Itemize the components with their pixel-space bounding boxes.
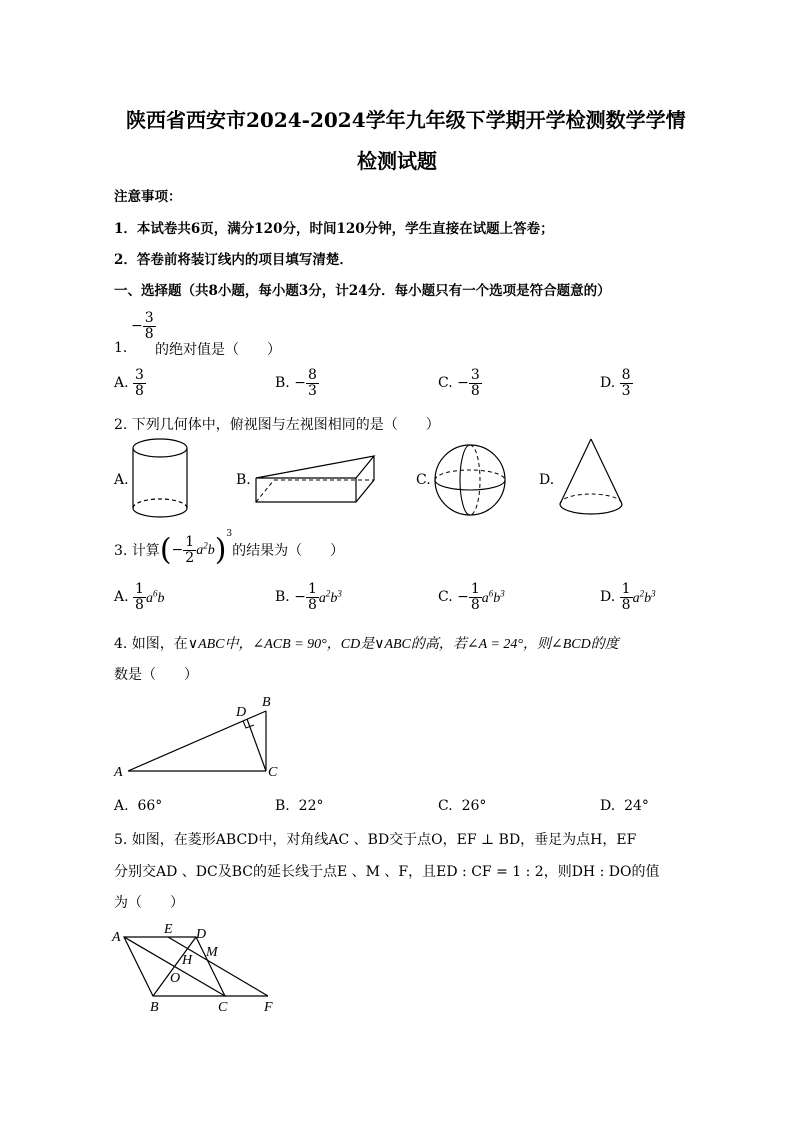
- q5-label-c: C: [218, 1000, 228, 1015]
- page-title: 陕西省西安市2024-2024学年九年级下学期开学检测数学学情: [126, 108, 686, 132]
- q5-label-a: A: [112, 930, 121, 945]
- q4-label-d: D: [236, 705, 247, 720]
- q3-option-a: A. $\frac{1}{8}$ $a^6b$: [114, 581, 165, 613]
- q3-option-c: C. − $\frac{1}{8}$ $a^6b^3$: [438, 581, 505, 613]
- q5-label-f: F: [264, 1000, 273, 1015]
- notice-item-1: 1．本试卷共6页，满分120分，时间120分钟，学生直接在试题上答卷；: [114, 221, 554, 237]
- q1-option-b: B. − $\frac{8}{3}$: [275, 367, 317, 399]
- q4-label-b: B: [262, 695, 271, 710]
- q3-expression: 3. 计算(− $\frac{1}{2}$ $a^2b)^3$的结果为（ ）: [114, 529, 345, 568]
- q1-text: 的绝对值是（ ）: [155, 342, 281, 358]
- page-title-line2: 检测试题: [357, 149, 437, 173]
- q4-label-c: C: [268, 765, 278, 780]
- q5-label-b: B: [150, 1000, 159, 1015]
- q2-label-a: A.: [114, 472, 129, 488]
- q2-text: 2. 下列几何体中，俯视图与左视图相同的是（ ）: [114, 417, 440, 433]
- q5-text-line3: 为（ ）: [114, 895, 184, 911]
- q5-label-o: O: [170, 971, 181, 986]
- q4-option-d: D. 24°: [600, 798, 649, 814]
- notice-item-2: 2．答卷前将装订线内的项目填写清楚．: [114, 252, 353, 268]
- q4-triangle-figure: [110, 692, 290, 782]
- q1-number: 1.: [114, 340, 128, 356]
- q2-label-b: B.: [236, 472, 251, 488]
- q1-option-d: D. $\frac{8}{3}$: [600, 367, 631, 399]
- q3-option-d: D. $\frac{1}{8}$ $a^2b^3$: [600, 581, 656, 613]
- q1-option-c: C. − $\frac{3}{8}$: [438, 367, 480, 399]
- q5-label-e: E: [164, 922, 173, 937]
- q2-label-c: C.: [416, 472, 431, 488]
- q5-text-line2: 分别交AD 、DC及BC的延长线于点E 、M 、F，且ED : CF = 1 : 2，则DH : DO的值: [114, 864, 660, 880]
- q4-label-a: A: [114, 765, 123, 780]
- q2-cone-figure: [556, 436, 626, 520]
- q4-text-line1: 4. 如图，在∨ABC中，∠ACB = 90°，CD是∨ABC的高，若∠A = 24°，则∠BCD的度: [114, 636, 619, 652]
- q5-label-d: D: [196, 927, 207, 942]
- q4-option-a: A. 66°: [114, 798, 163, 814]
- q4-option-c: C. 26°: [438, 798, 487, 814]
- q4-option-b: B. 22°: [275, 798, 324, 814]
- q1-expression: − $\frac{3}{8}$: [131, 310, 154, 342]
- q1-option-a: A. $\frac{3}{8}$: [114, 367, 144, 399]
- section-heading-choice: 一、选择题（共8小题，每小题3分，计24分．每小题只有一个选项是符合题意的）: [114, 283, 611, 299]
- notice-heading: 注意事项：: [114, 189, 182, 205]
- q2-sphere-figure: [432, 442, 508, 518]
- q2-prism-figure: [252, 452, 380, 506]
- q5-label-h: H: [182, 953, 193, 968]
- q5-label-m: M: [206, 945, 218, 960]
- q2-cylinder-figure: [128, 434, 192, 524]
- q5-text-line1: 5. 如图，在菱形ABCD中，对角线AC 、BD交于点O，EF ⊥ BD，垂足为点H，EF: [114, 832, 637, 848]
- q3-option-b: B. − $\frac{1}{8}$ $a^2b^3$: [275, 581, 342, 613]
- q2-label-d: D.: [539, 472, 555, 488]
- q1-fraction: $\frac{3}{8}$: [144, 310, 154, 342]
- q4-text-line2: 数是（ ）: [114, 667, 198, 683]
- q5-rhombus-figure: [108, 918, 288, 1018]
